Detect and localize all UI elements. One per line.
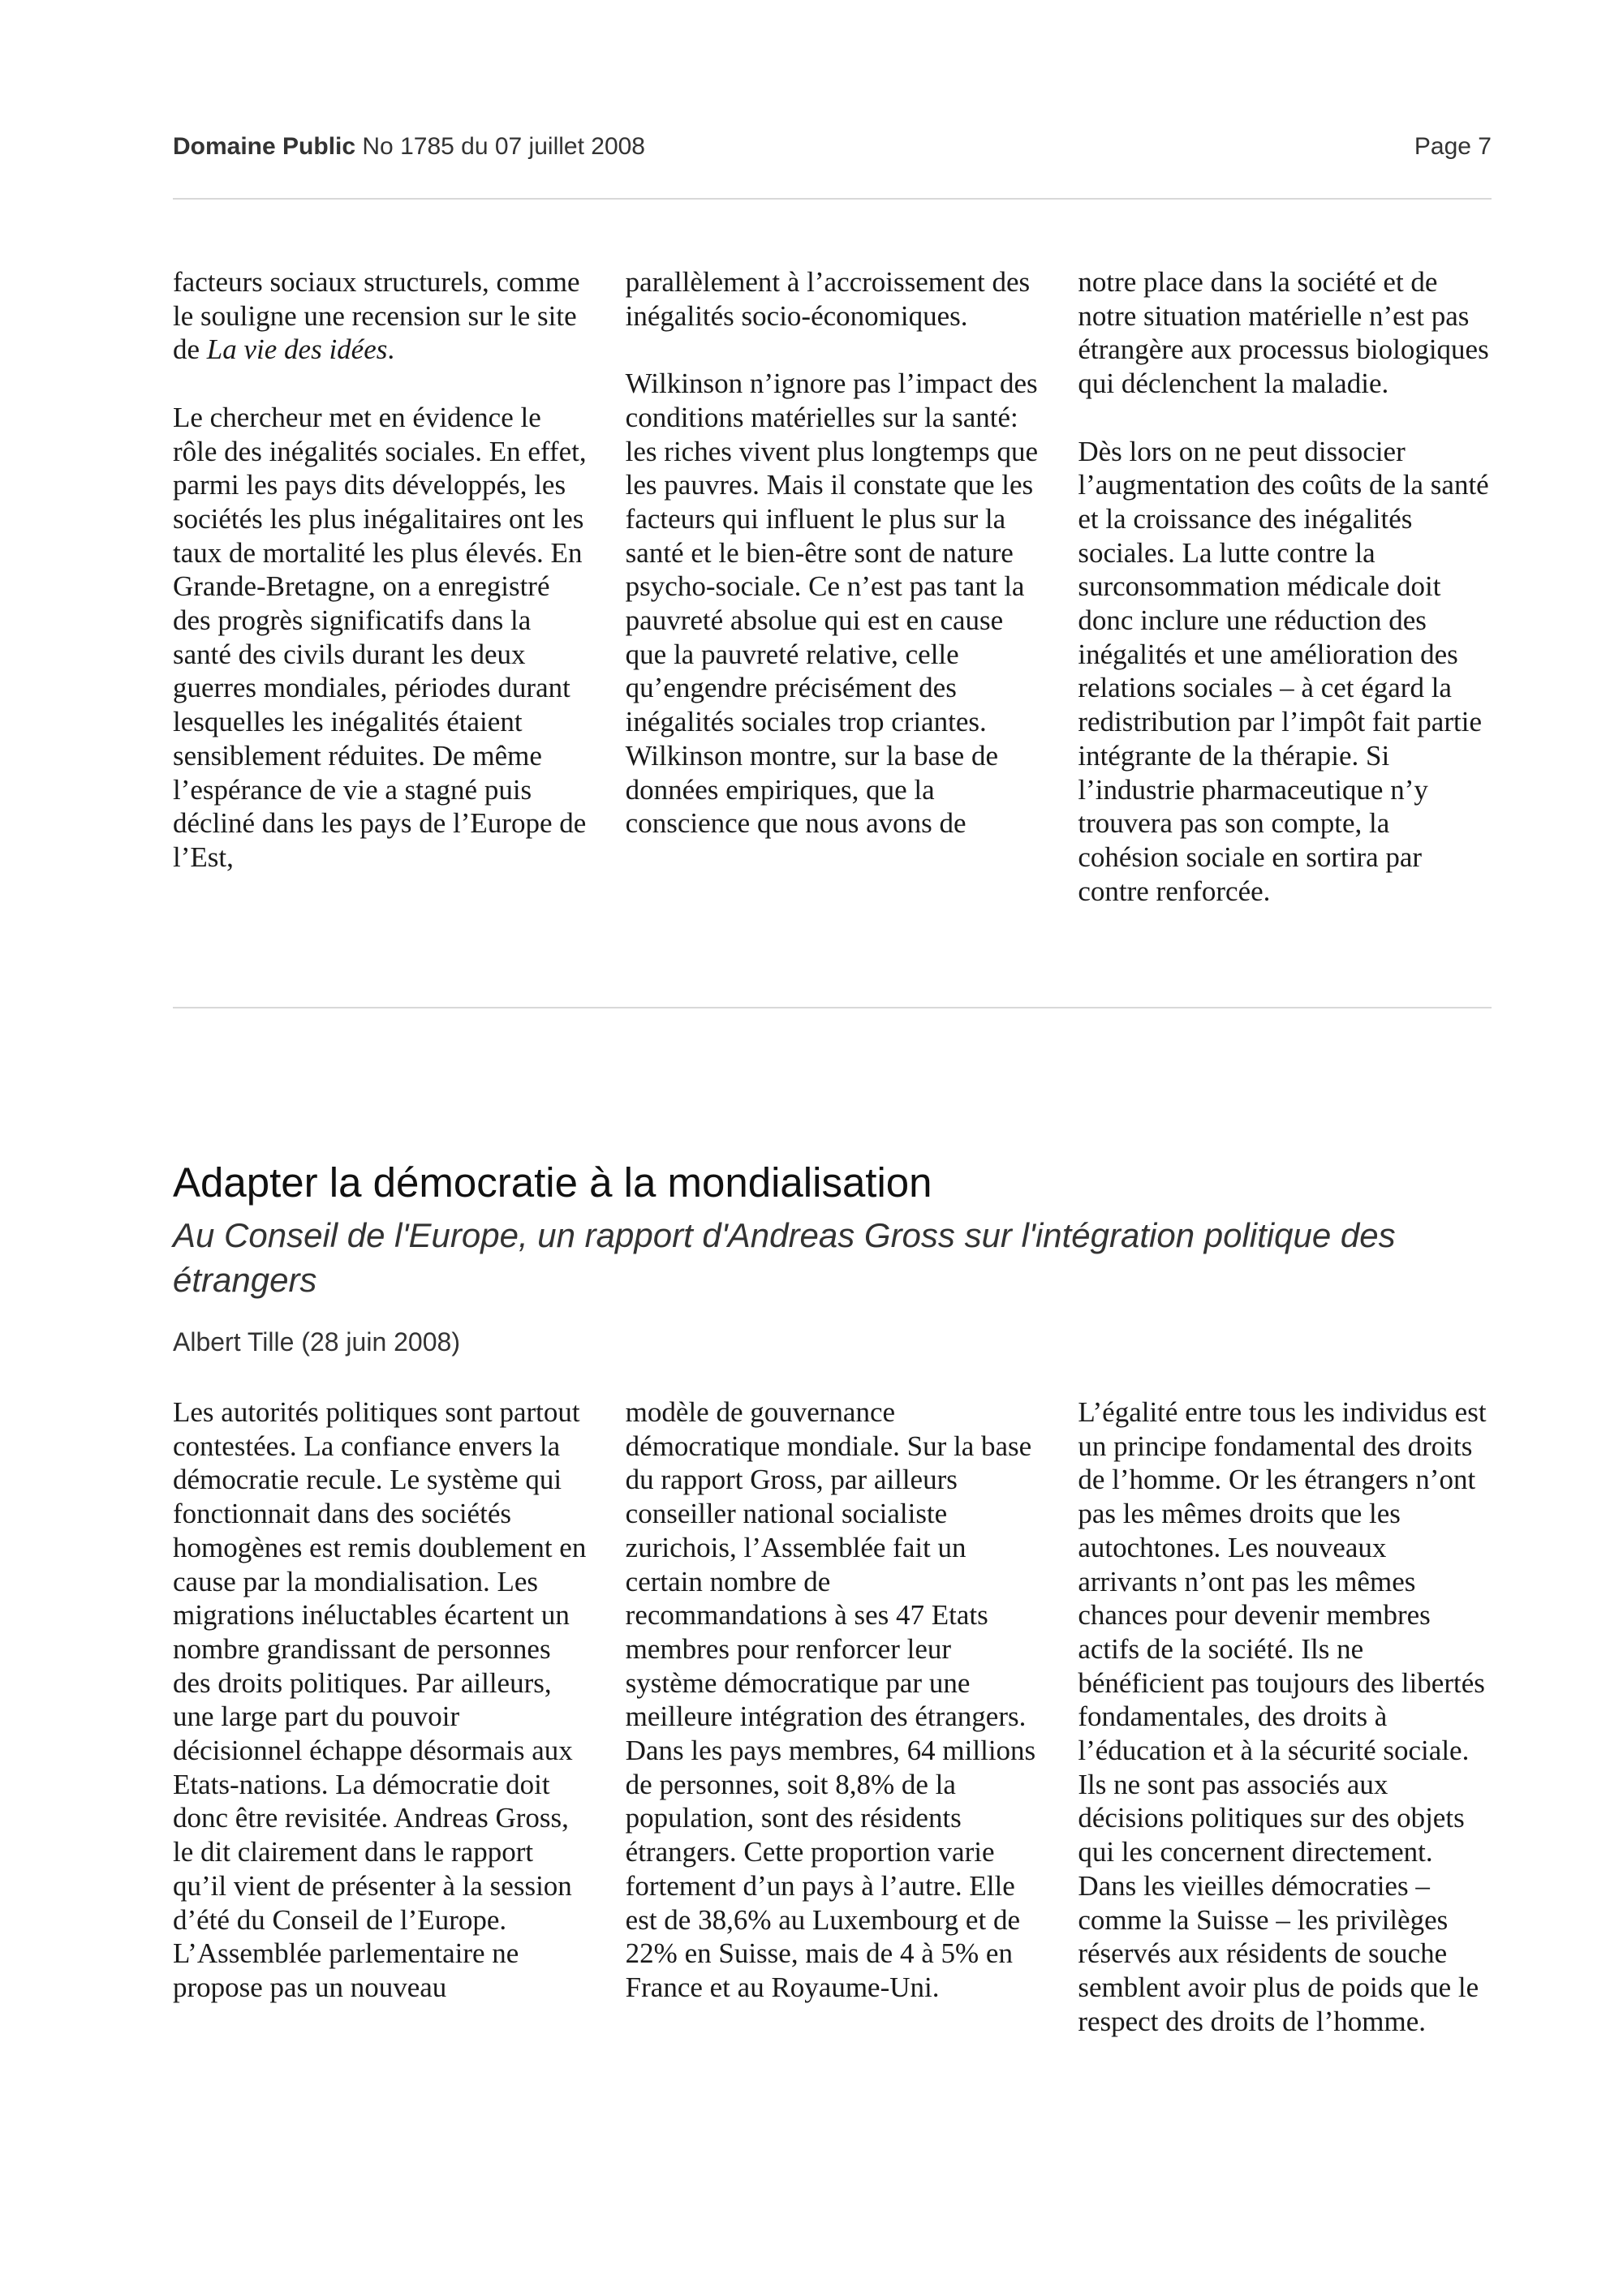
text-column-1 — [173, 1395, 587, 2038]
article-title: Adapter la démocratie à la mondialisation — [173, 1159, 932, 1206]
paragraph-text: . — [387, 333, 395, 366]
article-columns — [173, 1395, 1492, 2038]
page-header — [173, 133, 1492, 167]
paragraph: Wilkinson n’ignore pas l’impact des conditions matérielles sur la santé: les riches vivent plus longtemps que les pauvres. Mais il constate que les facteurs qui influent le plus sur la santé et le bien-être sont de nature psycho-sociale. Ce n’est pas tant la pauvreté absolue qui est en cause que la pauvreté relative, celle qu’engendre précisément des inégalités sociales trop criantes. Wilkinson montre, sur la base de données empiriques, que la conscience que nous avons de — [625, 368, 1039, 840]
article-subtitle: Au Conseil de l'Europe, un rapport d'Andreas Gross sur l'intégration politique des étrangers — [173, 1216, 1396, 1299]
text-column-2 — [626, 1395, 1040, 2038]
paragraph: Dès lors on ne peut dissocier l’augmentation des coûts de la santé et la croissance des inégalités sociales. La lutte contre la surconsommation médicale doit donc inclure une réduction des inégalités et une amélioration des relations sociales – à cet égard la redistribution par l’impôt fait partie intégrante de la thérapie. Si l’industrie pharmaceutique n’y trouvera pas son compte, la cohésion sociale en sortira par contre renforcée. — [1078, 435, 1489, 907]
paragraph-text: facteurs sociaux structurels, comme le souligne une recension sur le site de — [173, 266, 580, 366]
paragraph: Les autorités politiques sont partout contestées. La confiance envers la démocratie recule. Le système qui fonctionnait dans des sociétés homogènes est remis doublement en cause par la mondialisation. Les migrations inéluctables écartent un nombre grandissant de personnes des droits politiques. Par ailleurs, une large part du pouvoir décisionnel échappe désormais aux Etats-nations. La démocratie doit donc être revisitée. Andreas Gross, le dit clairement dans le rapport qu’il vient de présenter à la session d’été du Conseil de l’Europe. L’Assemblée parlementaire ne propose pas un nouveau — [173, 1396, 587, 2003]
previous-article-columns — [173, 265, 1492, 908]
paragraph: parallèlement à l’accroissement des inégalités socio-économiques. — [625, 266, 1031, 332]
la-vie-des-idees-link[interactable]: La vie des idées — [206, 333, 388, 366]
paragraph: modèle de gouvernance démocratique mondiale. Sur la base du rapport Gross, par ailleurs conseiller national socialiste zurichois, l’Assemblée fait un certain nombre de recommandations à ses 47 Etats membres pour renforcer leur système démocratique par une meilleure intégration des étrangers. Dans les pays membres, 64 millions de personnes, soit 8,8% de la population, sont des résidents étrangers. Cette proportion varie fortement d’un pays à l’autre. Elle est de 38,6% au Luxembourg et de 22% en Suisse, mais de 4 à 5% en France et au Royaume-Uni. — [625, 1396, 1036, 2003]
paragraph: L’égalité entre tous les individus est un principe fondamental des droits de l’homme. Or les étrangers n’ont pas les mêmes droits que les autochtones. Les nouveaux arrivants n’ont pas les mêmes chances pour devenir membres actifs de la société. Ils ne bénéficient pas toujours des libertés fondamentales, des droits à l’éducation et à la sécurité sociale. Ils ne sont pas associés aux décisions politiques sur des objets qui les concernent directement. Dans les vieilles démocraties – comme la Suisse – les privilèges réservés aux résidents de souche semblent avoir plus de poids que le respect des droits de l’homme. — [1078, 1396, 1487, 2037]
text-column-3 — [1078, 265, 1492, 908]
header-issue-line — [173, 133, 645, 161]
header-divider — [173, 198, 1492, 200]
text-column-3 — [1078, 1395, 1492, 2038]
article-divider — [173, 1007, 1492, 1008]
paragraph — [173, 265, 587, 367]
paragraph: Le chercheur met en évidence le rôle des inégalités sociales. En effet, parmi les pays dits développés, les sociétés les plus inégalitaires ont les taux de mortalité les plus élevés. En Grande-Bretagne, on a enregistré des progrès significatifs dans la santé des civils durant les deux guerres mondiales, périodes durant lesquelles les inégalités étaient sensiblement réduites. De même l’espérance de vie a stagné puis décliné dans les pays de l’Europe de l’Est, — [173, 401, 587, 873]
article-byline: Albert Tille (28 juin 2008) — [173, 1327, 460, 1357]
paragraph: notre place dans la société et de notre situation matérielle n’est pas étrangère aux processus biologiques qui déclenchent la maladie. — [1078, 266, 1489, 400]
publication-name: Domaine Public — [173, 133, 356, 160]
issue-info: No 1785 du 07 juillet 2008 — [362, 133, 645, 160]
text-column-2 — [626, 265, 1040, 908]
text-column-1 — [173, 265, 587, 908]
page-number: Page 7 — [1414, 133, 1492, 160]
